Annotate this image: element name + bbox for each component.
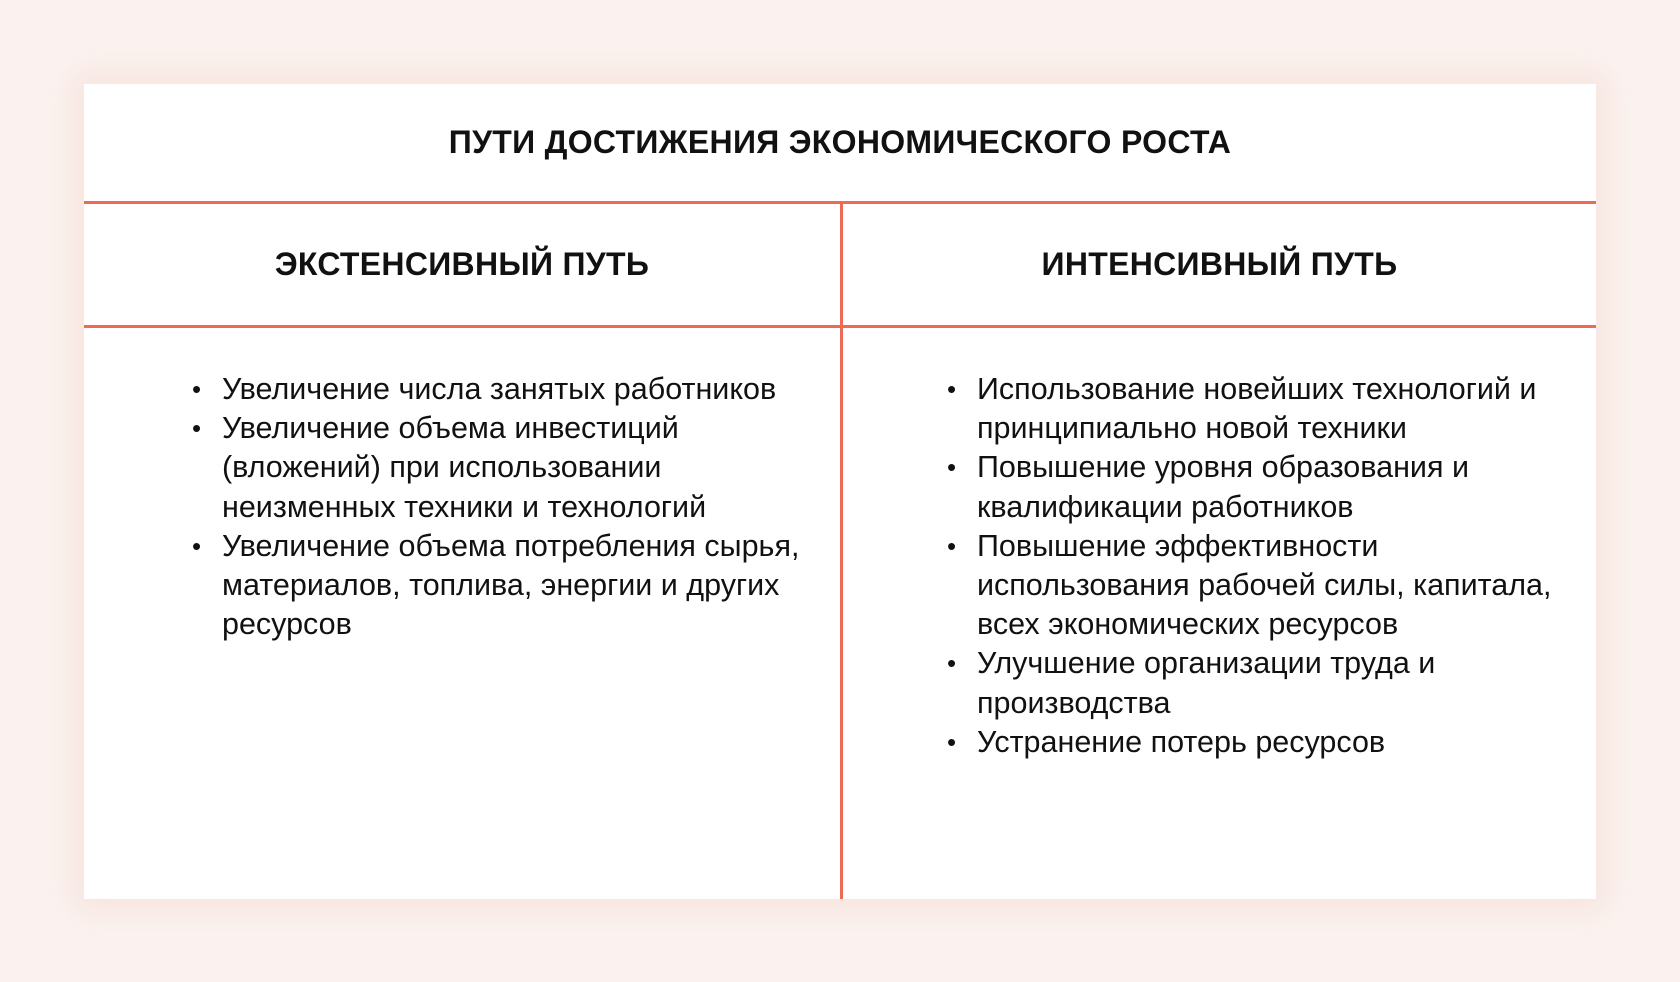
list-item xyxy=(945,723,1575,762)
extensive-list xyxy=(190,370,830,644)
list-item-text: Увеличение объема потребления сырья, материалов, топлива, энергии и других ресурсов xyxy=(222,528,800,642)
list-item-text: Улучшение организации труда и производства xyxy=(977,646,1436,720)
list-item-text: Повышение эффективности использования рабочей силы, капитала, всех экономических ресурсов xyxy=(977,528,1552,642)
list-item xyxy=(945,370,1575,448)
list-item xyxy=(190,370,830,409)
bullet-icon: • xyxy=(947,530,957,561)
list-item-text: Устранение потерь ресурсов xyxy=(977,724,1386,759)
column-heading-intensive: ИНТЕНСИВНЫЙ ПУТЬ xyxy=(1041,246,1398,282)
bullet-icon: • xyxy=(192,413,202,444)
column-divider xyxy=(840,204,843,899)
list-item-text: Увеличение числа занятых работников xyxy=(222,372,777,406)
bullet-icon: • xyxy=(192,530,202,561)
bullet-icon: • xyxy=(947,374,957,404)
list-item xyxy=(945,448,1575,526)
list-item xyxy=(945,644,1575,722)
table-title: ПУТИ ДОСТИЖЕНИЯ ЭКОНОМИЧЕСКОГО РОСТА xyxy=(448,124,1232,160)
bullet-icon: • xyxy=(947,726,957,757)
list-item-text: Повышение уровня образования и квалификации работников xyxy=(977,450,1469,524)
list-item xyxy=(945,527,1575,645)
bullet-icon: • xyxy=(192,374,202,404)
column-heading-extensive: ЭКСТЕНСИВНЫЙ ПУТЬ xyxy=(274,246,650,282)
bullet-icon: • xyxy=(947,452,957,483)
comparison-table xyxy=(84,84,1596,899)
list-item-text: Увеличение объема инвестиций (вложений) при использовании неизменных техники и технологий xyxy=(222,411,707,524)
list-item xyxy=(190,527,830,645)
bullet-icon: • xyxy=(947,648,957,679)
list-item-text: Использование новейших технологий и принципиально новой техники xyxy=(977,372,1537,446)
title-row xyxy=(84,84,1596,204)
intensive-list xyxy=(945,370,1575,762)
list-item xyxy=(190,409,830,527)
